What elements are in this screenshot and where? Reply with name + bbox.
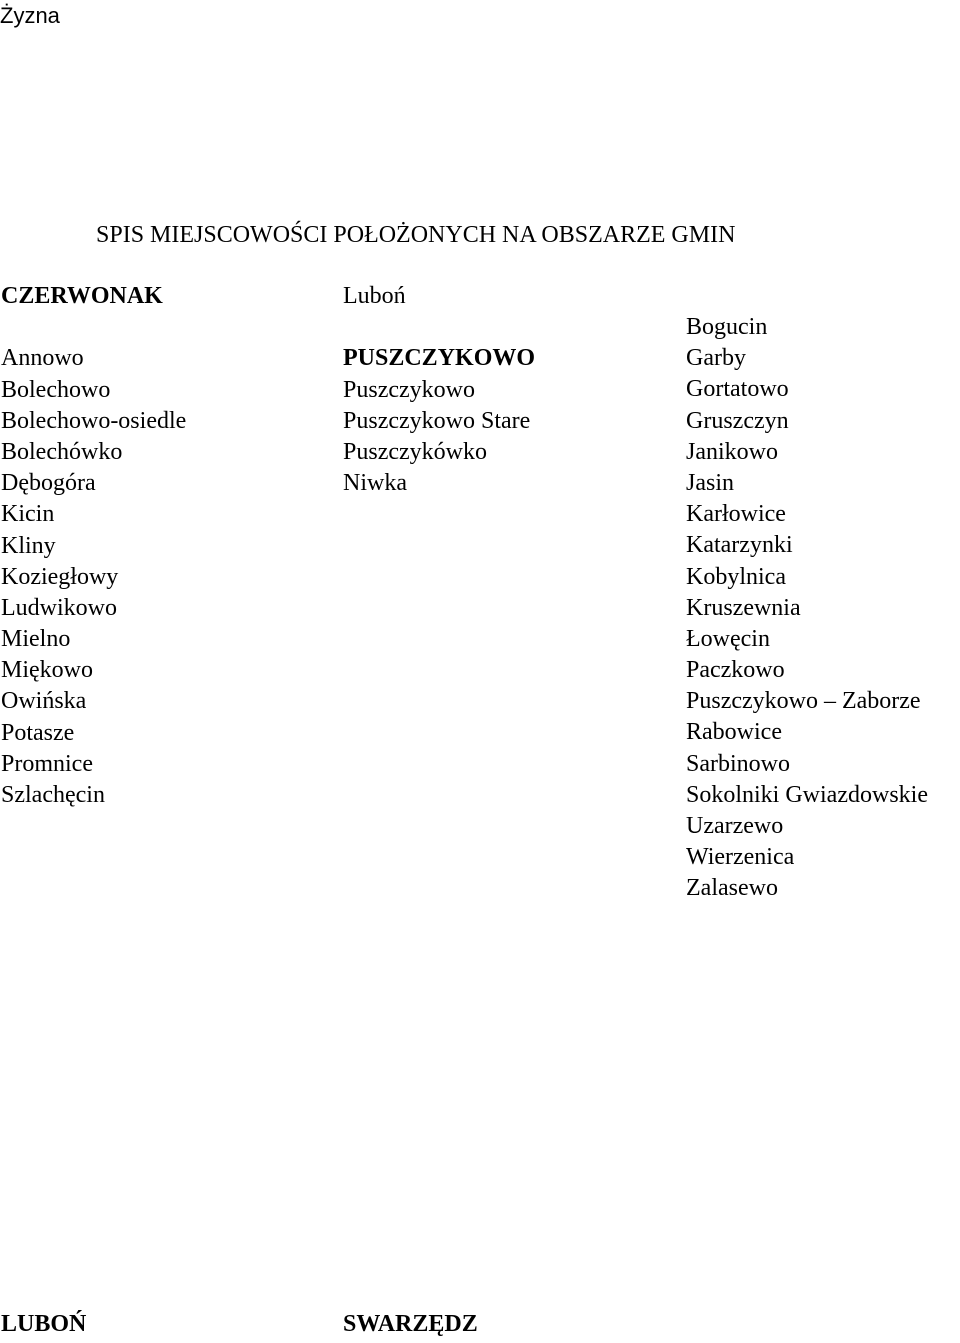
place-item: Gruszczyn — [686, 407, 789, 434]
gmina-heading-czerwonak: CZERWONAK — [1, 283, 163, 309]
place-item-lubon: Luboń — [343, 283, 406, 309]
place-item: Koziegłowy — [1, 563, 119, 590]
gmina-heading-swarzedz: SWARZĘDZ — [343, 1311, 478, 1337]
place-item: Bolechówko — [1, 438, 123, 465]
column-middle — [343, 281, 535, 499]
place-item: Szlachęcin — [1, 782, 105, 808]
place-item: Karłowice — [686, 501, 786, 528]
gmina-heading-lubon: LUBOŃ — [1, 1311, 87, 1337]
place-item: Bolechowo — [1, 376, 111, 403]
place-item: Kliny — [1, 532, 56, 559]
place-item: Katarzynki — [686, 532, 793, 559]
place-item: Kicin — [1, 501, 55, 528]
blank-line — [1, 312, 186, 343]
place-item: Wierzenica — [686, 844, 795, 871]
place-item: Janikowo — [686, 438, 778, 465]
place-item: Paczkowo — [686, 657, 785, 684]
place-item: Potasze — [1, 719, 75, 746]
place-item: Puszczykowo Stare — [343, 407, 531, 434]
column-czerwonak — [1, 281, 186, 811]
place-item: Sarbinowo — [686, 750, 790, 777]
place-item: Ludwikowo — [1, 594, 117, 621]
place-item: Puszczykówko — [343, 438, 487, 465]
blank-line — [343, 312, 535, 343]
place-item: Gortatowo — [686, 376, 789, 403]
place-item: Bogucin — [686, 314, 768, 340]
place-item: Promnice — [1, 750, 93, 777]
column-swarzedz-places — [686, 312, 928, 905]
place-item: Kruszewnia — [686, 594, 801, 621]
place-item: Bolechowo-osiedle — [1, 407, 187, 434]
place-item: Jasin — [686, 469, 734, 496]
place-item: Niwka — [343, 470, 407, 497]
place-item: Puszczykowo – Zaborze — [686, 688, 921, 715]
document-title: SPIS MIEJSCOWOŚCI POŁOŻONYCH NA OBSZARZE GMIN — [96, 222, 736, 248]
place-item: Kobylnica — [686, 563, 786, 590]
place-item: Garby — [686, 345, 746, 372]
place-item: Annowo — [1, 345, 84, 372]
place-item: Łowęcin — [686, 625, 770, 652]
place-item: Mielno — [1, 626, 71, 653]
place-item: Uzarzewo — [686, 813, 784, 839]
place-item: Owińska — [1, 688, 87, 715]
continued-place-name: Żyzna — [0, 3, 60, 28]
place-item: Zalasewo — [686, 875, 778, 902]
place-item: Dębogóra — [1, 470, 96, 497]
place-item: Miękowo — [1, 657, 93, 684]
gmina-heading-puszczykowo: PUSZCZYKOWO — [343, 345, 536, 372]
place-item: Puszczykowo — [343, 376, 475, 403]
place-item: Rabowice — [686, 719, 782, 746]
place-item: Sokolniki Gwiazdowskie — [686, 781, 928, 808]
